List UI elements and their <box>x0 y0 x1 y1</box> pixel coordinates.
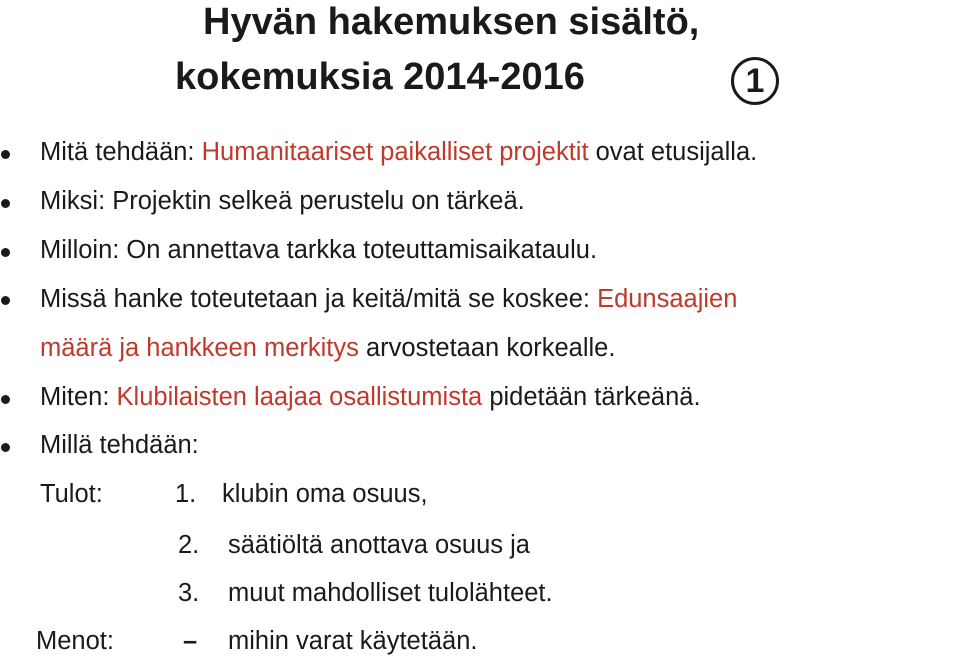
bullet-text: ovat etusijalla. <box>588 138 758 166</box>
bullet-highlight: Edunsaajien <box>597 285 738 313</box>
bullet-dot-icon <box>1 395 10 404</box>
bullet-continuation <box>40 333 615 363</box>
bullet-highlight: Humanitaariset paikalliset projektit <box>201 138 589 166</box>
income-item-number: 1. <box>175 480 197 508</box>
bullet-item <box>40 430 199 460</box>
bullet-text: Mitä tehdään: <box>40 138 202 166</box>
bullet-dot-icon <box>1 150 10 159</box>
bullet-highlight: määrä ja hankkeen merkitys <box>40 334 359 362</box>
expenses-dash: – <box>183 627 198 655</box>
income-item-number: 3. <box>178 579 200 607</box>
bullet-text: Miksi: Projektin selkeä perustelu on tärkeä. <box>40 187 525 215</box>
bullet-dot-icon <box>1 199 10 208</box>
income-item-number: 2. <box>178 531 200 559</box>
bullet-text: Milloin: On annettava tarkka toteuttamisaikataulu. <box>40 236 598 264</box>
circled-number-badge: 1 <box>731 57 779 105</box>
slide-title-line-1: Hyvän hakemuksen sisältö, <box>203 1 700 43</box>
bullet-dot-icon <box>1 443 10 452</box>
bullet-text: arvostetaan korkealle. <box>358 334 616 362</box>
bullet-item <box>40 186 525 216</box>
bullet-item <box>40 284 737 314</box>
income-item-text: säätiöltä anottava osuus ja <box>228 531 530 559</box>
bullet-text: pidetään tärkeänä. <box>482 383 701 411</box>
bullet-text: Missä hanke toteutetaan ja keitä/mitä se koskee: <box>40 285 598 313</box>
income-item-text: muut mahdolliset tulolähteet. <box>228 579 553 607</box>
expenses-label: Menot: <box>36 627 114 655</box>
bullet-item <box>40 382 701 412</box>
bullet-item <box>40 137 757 167</box>
expenses-text: mihin varat käytetään. <box>228 627 478 655</box>
bullet-text: Millä tehdään: <box>40 431 199 459</box>
bullet-highlight: Klubilaisten laajaa osallistumista <box>116 383 483 411</box>
income-label: Tulot: <box>40 480 103 508</box>
slide-title-line-2: kokemuksia 2014-2016 <box>175 56 585 98</box>
bullet-dot-icon <box>1 296 10 305</box>
bullet-text: Miten: <box>40 383 117 411</box>
income-item-text: klubin oma osuus, <box>222 480 428 508</box>
bullet-item <box>40 235 597 265</box>
bullet-dot-icon <box>1 248 10 257</box>
